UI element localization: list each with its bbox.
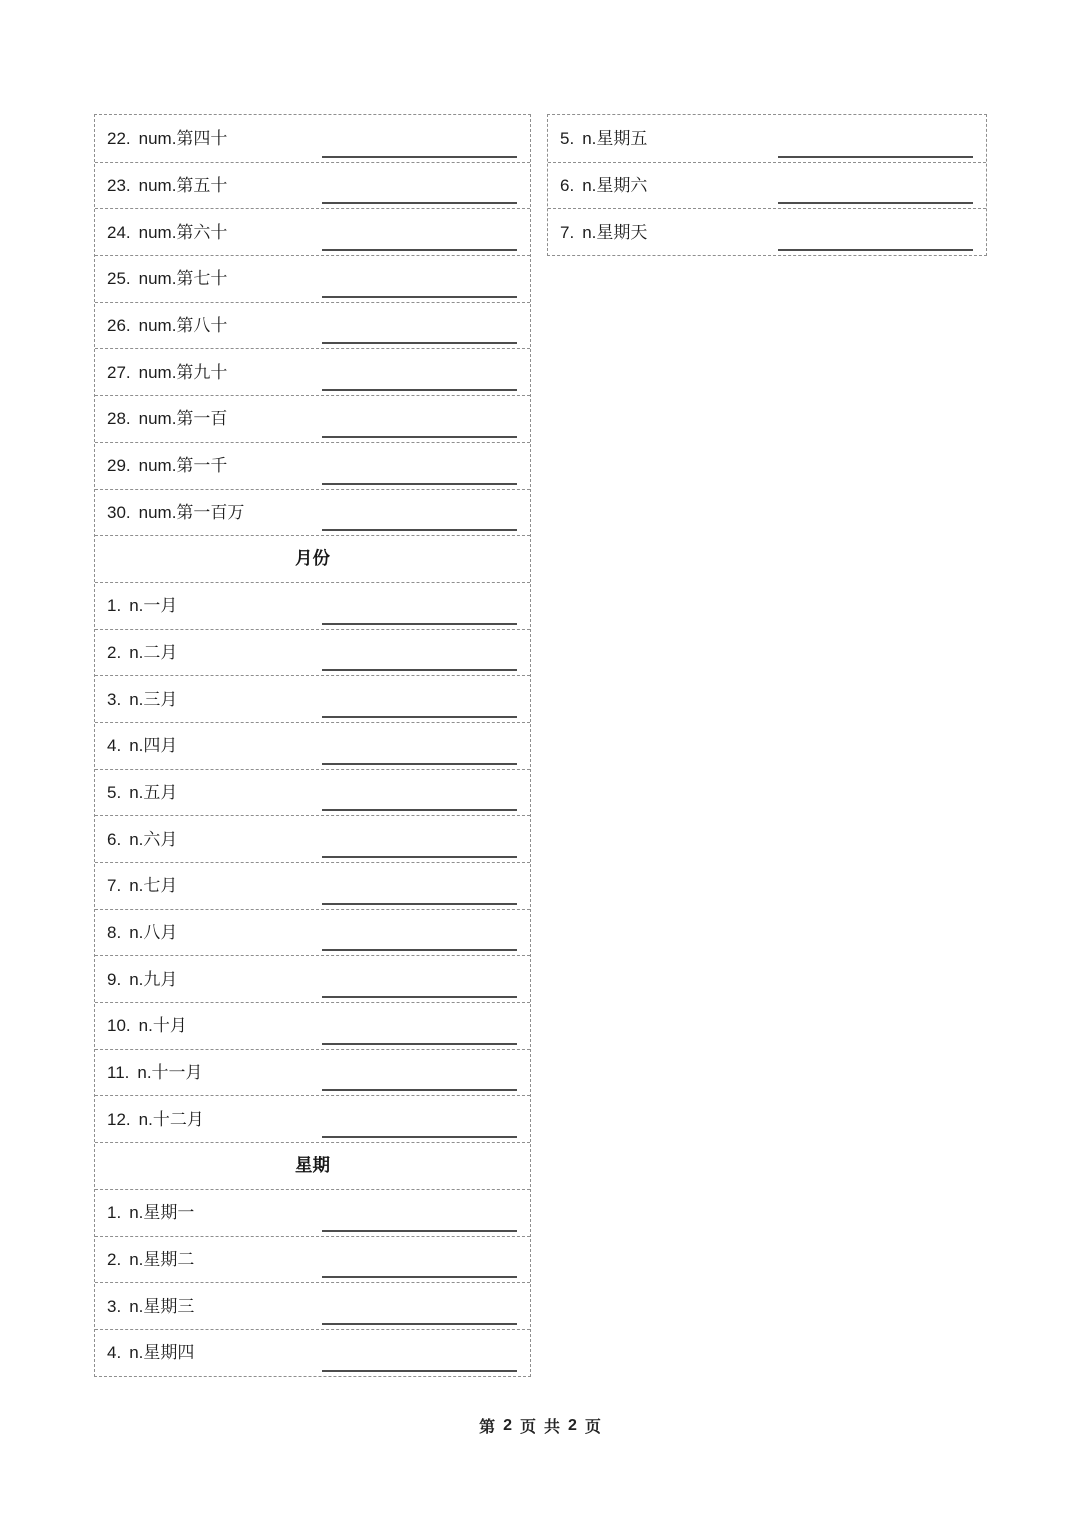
vocab-row bbox=[95, 1189, 530, 1236]
item-text: n.星期天 bbox=[582, 222, 648, 242]
vocab-row bbox=[95, 442, 530, 489]
item-text: n.星期一 bbox=[129, 1203, 195, 1223]
item-number: 8. bbox=[107, 923, 122, 943]
vocab-row bbox=[95, 815, 530, 862]
vocab-row bbox=[95, 909, 530, 956]
item-text: n.一月 bbox=[129, 596, 178, 616]
item-text: n.十一月 bbox=[137, 1063, 203, 1083]
item-number: 6. bbox=[107, 829, 122, 849]
section-header-months bbox=[95, 535, 530, 582]
item-text: n.九月 bbox=[129, 969, 178, 989]
item-number: 6. bbox=[560, 176, 575, 196]
vocab-row bbox=[95, 1282, 530, 1329]
item-number: 11. bbox=[107, 1063, 130, 1083]
vocab-row bbox=[95, 862, 530, 909]
item-text: n.星期二 bbox=[129, 1249, 195, 1269]
answer-blank-line[interactable] bbox=[322, 436, 517, 438]
item-text: num.第七十 bbox=[138, 269, 228, 289]
item-text: num.第六十 bbox=[138, 222, 228, 242]
section-header-label: 星期 bbox=[295, 1155, 330, 1176]
item-text: n.七月 bbox=[129, 876, 178, 896]
answer-blank-line[interactable] bbox=[322, 1230, 517, 1232]
vocab-row bbox=[95, 1002, 530, 1049]
answer-blank-line[interactable] bbox=[322, 949, 517, 951]
item-number: 24. bbox=[107, 222, 131, 242]
vocab-row bbox=[548, 162, 986, 209]
vocab-row bbox=[95, 489, 530, 536]
item-number: 2. bbox=[107, 1249, 122, 1269]
item-number: 4. bbox=[107, 736, 122, 756]
answer-blank-line[interactable] bbox=[322, 809, 517, 811]
item-text: n.三月 bbox=[129, 689, 178, 709]
footer-text: 页 bbox=[584, 1419, 601, 1436]
footer-text: 第 bbox=[479, 1419, 496, 1436]
item-number: 3. bbox=[107, 1296, 122, 1316]
item-text: n.星期三 bbox=[129, 1296, 195, 1316]
vocab-row bbox=[95, 582, 530, 629]
item-number: 5. bbox=[560, 128, 575, 148]
item-number: 12. bbox=[107, 1109, 131, 1129]
answer-blank-line[interactable] bbox=[322, 389, 517, 391]
answer-blank-line[interactable] bbox=[322, 249, 517, 251]
item-text: n.星期六 bbox=[582, 176, 648, 196]
vocab-row bbox=[95, 115, 530, 162]
item-number: 3. bbox=[107, 689, 122, 709]
vocab-row bbox=[95, 629, 530, 676]
item-number: 7. bbox=[107, 876, 122, 896]
vocab-row bbox=[95, 1329, 530, 1376]
answer-blank-line[interactable] bbox=[322, 623, 517, 625]
section-header-label: 月份 bbox=[295, 548, 330, 569]
item-text: n.星期四 bbox=[129, 1343, 195, 1363]
item-number: 29. bbox=[107, 456, 131, 476]
answer-blank-line[interactable] bbox=[322, 1136, 517, 1138]
vocab-table-right bbox=[547, 114, 987, 256]
item-number: 1. bbox=[107, 596, 122, 616]
vocab-row bbox=[95, 722, 530, 769]
item-number: 22. bbox=[107, 128, 131, 148]
item-number: 4. bbox=[107, 1343, 122, 1363]
item-text: num.第五十 bbox=[138, 176, 228, 196]
answer-blank-line[interactable] bbox=[322, 669, 517, 671]
answer-blank-line[interactable] bbox=[322, 529, 517, 531]
item-number: 26. bbox=[107, 316, 131, 336]
item-number: 2. bbox=[107, 642, 122, 662]
item-text: n.星期五 bbox=[582, 128, 648, 148]
answer-blank-line[interactable] bbox=[322, 716, 517, 718]
vocab-row bbox=[95, 1049, 530, 1096]
answer-blank-line[interactable] bbox=[322, 856, 517, 858]
item-number: 1. bbox=[107, 1203, 122, 1223]
footer-page-number: 2 bbox=[503, 1416, 512, 1434]
vocab-row bbox=[95, 955, 530, 1002]
item-text: num.第一百 bbox=[138, 409, 228, 429]
item-text: n.六月 bbox=[129, 829, 178, 849]
footer-text: 共 bbox=[544, 1419, 561, 1436]
item-text: num.第四十 bbox=[138, 128, 228, 148]
vocab-row bbox=[95, 348, 530, 395]
vocab-row bbox=[95, 769, 530, 816]
answer-blank-line[interactable] bbox=[322, 342, 517, 344]
vocab-row bbox=[95, 1095, 530, 1142]
item-text: n.五月 bbox=[129, 782, 178, 802]
footer-text: 页 bbox=[519, 1419, 536, 1436]
item-number: 27. bbox=[107, 362, 131, 382]
section-header-weekdays bbox=[95, 1142, 530, 1189]
answer-blank-line[interactable] bbox=[322, 1323, 517, 1325]
footer-total-pages: 2 bbox=[568, 1416, 577, 1434]
item-number: 28. bbox=[107, 409, 131, 429]
item-number: 7. bbox=[560, 222, 575, 242]
item-text: num.第八十 bbox=[138, 316, 228, 336]
answer-blank-line[interactable] bbox=[778, 156, 973, 158]
vocab-row bbox=[95, 255, 530, 302]
answer-blank-line[interactable] bbox=[778, 249, 973, 251]
vocab-row bbox=[95, 395, 530, 442]
answer-blank-line[interactable] bbox=[322, 156, 517, 158]
vocab-row bbox=[548, 208, 986, 255]
item-text: num.第一百万 bbox=[138, 502, 245, 522]
item-text: num.第九十 bbox=[138, 362, 228, 382]
answer-blank-line[interactable] bbox=[322, 763, 517, 765]
answer-blank-line[interactable] bbox=[322, 296, 517, 298]
vocab-row bbox=[95, 162, 530, 209]
answer-blank-line[interactable] bbox=[322, 1043, 517, 1045]
item-text: n.十二月 bbox=[138, 1109, 204, 1129]
vocab-row bbox=[95, 1236, 530, 1283]
item-number: 23. bbox=[107, 176, 131, 196]
page-footer bbox=[0, 1414, 1080, 1437]
item-text: n.八月 bbox=[129, 923, 178, 943]
answer-blank-line[interactable] bbox=[322, 1370, 517, 1372]
vocab-row bbox=[95, 208, 530, 255]
answer-blank-line[interactable] bbox=[322, 1089, 517, 1091]
item-number: 5. bbox=[107, 782, 122, 802]
item-number: 10. bbox=[107, 1016, 131, 1036]
answer-blank-line[interactable] bbox=[322, 996, 517, 998]
answer-blank-line[interactable] bbox=[322, 1276, 517, 1278]
item-text: n.十月 bbox=[138, 1016, 187, 1036]
vocab-row bbox=[95, 675, 530, 722]
item-number: 25. bbox=[107, 269, 131, 289]
vocab-row bbox=[548, 115, 986, 162]
item-text: n.四月 bbox=[129, 736, 178, 756]
item-text: n.二月 bbox=[129, 642, 178, 662]
answer-blank-line[interactable] bbox=[322, 903, 517, 905]
answer-blank-line[interactable] bbox=[778, 202, 973, 204]
item-number: 9. bbox=[107, 969, 122, 989]
item-text: num.第一千 bbox=[138, 456, 228, 476]
vocab-table-left bbox=[94, 114, 531, 1377]
answer-blank-line[interactable] bbox=[322, 483, 517, 485]
answer-blank-line[interactable] bbox=[322, 202, 517, 204]
vocab-row bbox=[95, 302, 530, 349]
item-number: 30. bbox=[107, 502, 131, 522]
